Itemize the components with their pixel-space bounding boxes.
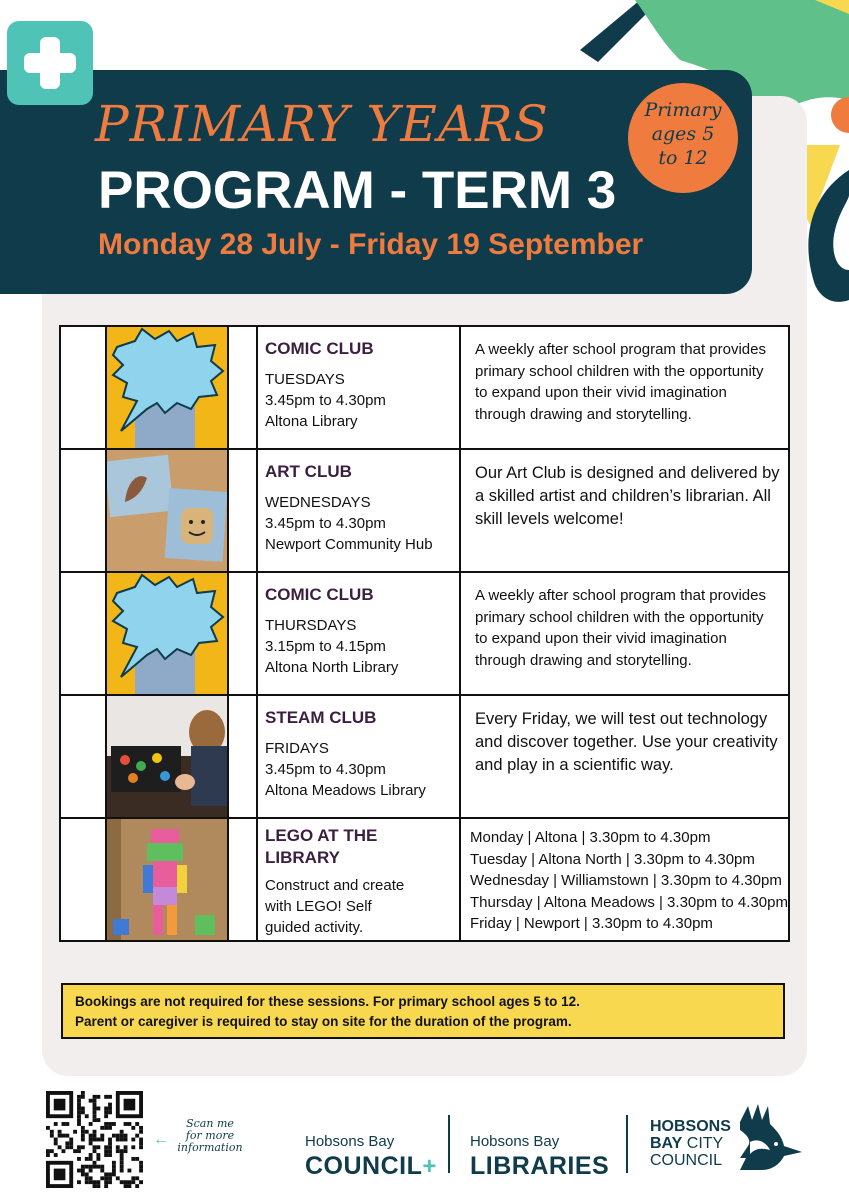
program-description-cell xyxy=(460,695,789,818)
divider xyxy=(448,1115,450,1173)
table-row xyxy=(60,818,789,941)
program-day: TUESDAYS xyxy=(265,371,345,388)
council-logo xyxy=(305,1133,436,1181)
libraries-logo xyxy=(470,1133,609,1181)
program-info xyxy=(257,572,460,695)
program-info xyxy=(257,449,460,572)
schedule-line: Wednesday | Williamstown | 3.30pm to 4.30pm xyxy=(470,872,782,889)
program-day: FRIDAYS xyxy=(265,740,329,757)
program-description: A weekly after school program that provides primary school children with the opportunity to expand upon their vivid imagination through drawing and storytelling. xyxy=(475,587,766,669)
script-title: PRIMARY YEARS xyxy=(95,95,549,153)
program-location: Newport Community Hub xyxy=(265,536,433,553)
city-logo-line: HOBSONS xyxy=(650,1118,731,1135)
program-description: Every Friday, we will test out technology and discover together. Use your creativity and play in a scientific way. xyxy=(475,710,778,774)
program-time: 3.45pm to 4.30pm xyxy=(265,392,386,409)
scan-caption-line: for more xyxy=(185,1129,235,1142)
city-logo-bay: BAY xyxy=(650,1135,683,1152)
term-dates: Monday 28 July - Friday 19 September xyxy=(98,228,644,261)
program-description-cell xyxy=(460,326,789,449)
program-title: ART CLUB xyxy=(265,462,352,481)
age-badge xyxy=(628,83,738,193)
program-table xyxy=(59,325,790,942)
lego-photo xyxy=(106,818,228,941)
scan-caption-line: information xyxy=(177,1141,243,1154)
steam-club-photo xyxy=(106,695,228,818)
qr-code[interactable] xyxy=(46,1091,143,1188)
program-time: 3.15pm to 4.15pm xyxy=(265,638,386,655)
age-badge-line: to 12 xyxy=(658,147,708,169)
age-badge-line: Primary xyxy=(644,99,722,121)
libraries-logo-big: LIBRARIES xyxy=(470,1152,610,1180)
comic-club-photo xyxy=(106,572,228,695)
program-time: 3.45pm to 4.30pm xyxy=(265,761,386,778)
program-description: A weekly after school program that provides primary school children with the opportunity to expand upon their vivid imagination through drawing and storytelling. xyxy=(475,341,766,423)
booking-notice xyxy=(61,983,785,1039)
notice-line: Bookings are not required for these sessions. For primary school ages 5 to 12. xyxy=(75,994,580,1009)
notice-line: Parent or caregiver is required to stay on site for the duration of the program. xyxy=(75,1014,572,1029)
program-description-cell xyxy=(460,572,789,695)
table-row xyxy=(60,449,789,572)
plus-icon xyxy=(7,21,93,105)
program-info xyxy=(257,326,460,449)
program-title: STEAM CLUB xyxy=(265,708,377,727)
scan-caption xyxy=(174,1118,246,1154)
program-day: WEDNESDAYS xyxy=(265,494,371,511)
program-time: 3.45pm to 4.30pm xyxy=(265,515,386,532)
council-logo-big: COUNCIL xyxy=(305,1152,423,1180)
age-badge-line: ages 5 xyxy=(651,123,715,145)
program-title: LEGO AT THE LIBRARY xyxy=(265,826,378,867)
program-info xyxy=(257,818,460,941)
program-location: Altona Meadows Library xyxy=(265,782,426,799)
schedule-line: Monday | Altona | 3.30pm to 4.30pm xyxy=(470,829,711,846)
program-day: THURSDAYS xyxy=(265,617,357,634)
city-council-logo xyxy=(650,1118,731,1169)
lego-schedule-cell xyxy=(460,818,789,941)
divider xyxy=(626,1115,628,1173)
schedule-line: Friday | Newport | 3.30pm to 4.30pm xyxy=(470,915,713,932)
city-logo-city: CITY xyxy=(686,1135,724,1152)
program-note: Construct and create xyxy=(265,877,405,894)
schedule-line: Thursday | Altona Meadows | 3.30pm to 4.30pm xyxy=(470,893,788,911)
arrow-left-icon: ← xyxy=(153,1131,169,1148)
program-description-cell xyxy=(460,449,789,572)
table-row xyxy=(60,572,789,695)
comic-club-photo xyxy=(106,326,228,449)
table-row xyxy=(60,695,789,818)
libraries-logo-small: Hobsons Bay xyxy=(470,1133,560,1150)
program-title: COMIC CLUB xyxy=(265,585,374,604)
program-title: COMIC CLUB xyxy=(265,339,374,358)
pelican-icon xyxy=(736,1102,808,1174)
program-note: with LEGO! Self xyxy=(265,898,372,915)
program-location: Altona Library xyxy=(265,413,358,430)
scan-caption-line: Scan me xyxy=(186,1117,234,1130)
council-logo-small: Hobsons Bay xyxy=(305,1133,395,1150)
plus-icon: + xyxy=(422,1153,437,1180)
program-note: guided activity. xyxy=(265,919,364,936)
city-logo-line: COUNCIL xyxy=(650,1152,723,1169)
schedule-line: Tuesday | Altona North | 3.30pm to 4.30pm xyxy=(470,850,755,868)
art-club-photo xyxy=(106,449,228,572)
page-title: PROGRAM - TERM 3 xyxy=(98,161,617,220)
table-row xyxy=(60,326,789,449)
program-description: Our Art Club is designed and delivered by a skilled artist and children’s librarian. All skill levels welcome! xyxy=(475,464,780,528)
program-info xyxy=(257,695,460,818)
program-location: Altona North Library xyxy=(265,659,399,676)
